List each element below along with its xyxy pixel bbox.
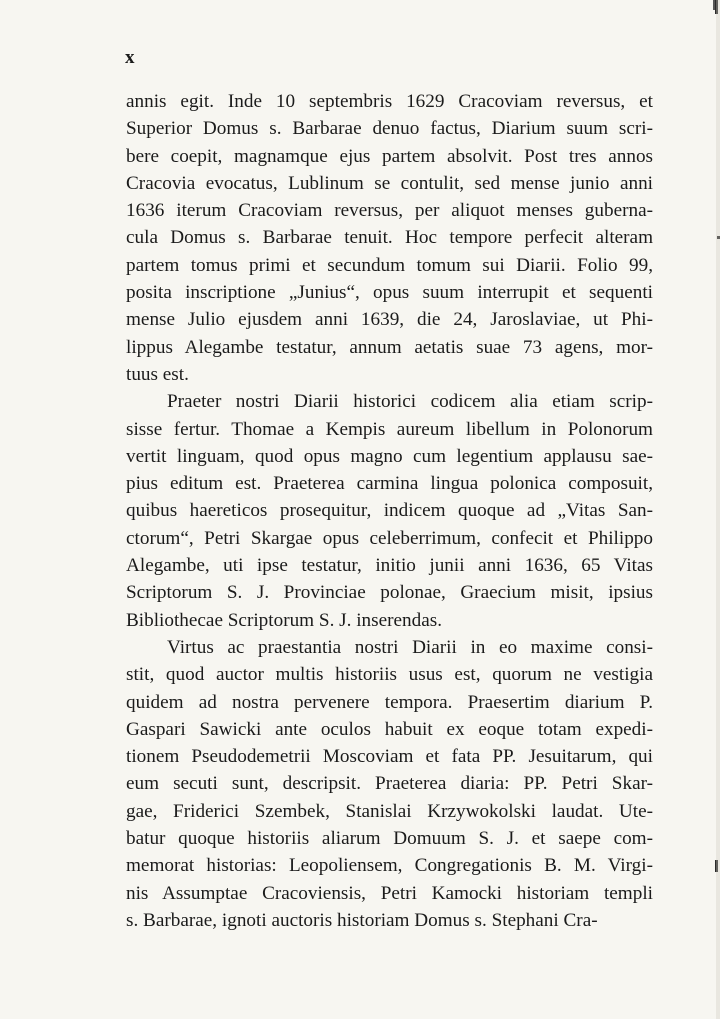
text-line: vertit linguam, quod opus magno cum legentium applausu sae- — [126, 445, 653, 467]
text-line: batur quoque historiis aliarum Domuum S. J. et saepe com- — [126, 828, 653, 850]
page-number: x — [125, 47, 135, 68]
text-line: bere coepit, magnamque ejus partem absolvit. Post tres annos — [126, 145, 653, 167]
text-line: quidem ad nostra pervenere tempora. Praesertim diarium P. — [126, 691, 653, 713]
text-line: pius editum est. Praeterea carmina lingua polonica composuit, — [126, 473, 653, 495]
text-line: Superior Domus s. Barbarae denuo factus, Diarium suum scri- — [126, 118, 653, 140]
text-line: Virtus ac praestantia nostri Diarii in eo maxime consi- — [167, 636, 653, 658]
text-line: tionem Pseudodemetrii Moscoviam et fata PP. Jesuitarum, qui — [126, 746, 653, 768]
text-line: memorat historias: Leopoliensem, Congregationis B. M. Virgi- — [126, 855, 653, 877]
text-line: lippus Alegambe testatur, annum aetatis suae 73 agens, mor- — [126, 336, 653, 358]
body-text — [126, 88, 653, 934]
text-line: cula Domus s. Barbarae tenuit. Hoc tempore perfecit alteram — [126, 227, 653, 249]
text-line: posita inscriptione „Junius“, opus suum interrupit et sequenti — [126, 282, 653, 304]
text-line: Praeter nostri Diarii historici codicem alia etiam scrip- — [167, 391, 653, 413]
text-line: partem tomus primi et secundum tomum sui Diarii. Folio 99, — [126, 254, 653, 276]
text-line: Cracovia evocatus, Lublinum se contulit, sed mense junio anni — [126, 172, 653, 194]
text-line: nis Assumptae Cracoviensis, Petri Kamocki historiam templi — [126, 882, 653, 904]
scan-edge-shadow — [716, 0, 720, 1019]
text-line: mense Julio ejusdem anni 1639, die 24, Jaroslaviae, ut Phi- — [126, 309, 653, 331]
text-line: ctorum“, Petri Skargae opus celeberrimum, confecit et Philippo — [126, 527, 653, 549]
text-line: gae, Friderici Szembek, Stanislai Krzywokolski laudat. Ute- — [126, 800, 653, 822]
text-line: 1636 iterum Cracoviam reversus, per aliquot menses guberna- — [126, 200, 653, 222]
text-line: Gaspari Sawicki ante oculos habuit ex eoque totam expedi- — [126, 718, 653, 740]
text-line: Alegambe, uti ipse testatur, initio junii anni 1636, 65 Vitas — [126, 555, 653, 577]
text-line: Bibliothecae Scriptorum S. J. inserendas. — [126, 609, 443, 631]
text-line: Scriptorum S. J. Provinciae polonae, Graecium misit, ipsius — [126, 582, 653, 604]
text-line: tuus est. — [126, 363, 189, 385]
text-line: sisse fertur. Thomae a Kempis aureum libellum in Polonorum — [126, 418, 653, 440]
text-line: s. Barbarae, ignoti auctoris historiam Domus s. Stephani Cra- — [126, 909, 598, 931]
scan-edge-mark — [713, 0, 715, 10]
text-line: annis egit. Inde 10 septembris 1629 Cracoviam reversus, et — [126, 91, 653, 112]
text-line: stit, quod auctor multis historiis usus est, quorum ne vestigia — [126, 664, 653, 686]
text-line: eum secuti sunt, descripsit. Praeterea diaria: PP. Petri Skar- — [126, 773, 653, 795]
text-line: quibus haereticos prosequitur, indicem quoque ad „Vitas San- — [126, 500, 653, 522]
